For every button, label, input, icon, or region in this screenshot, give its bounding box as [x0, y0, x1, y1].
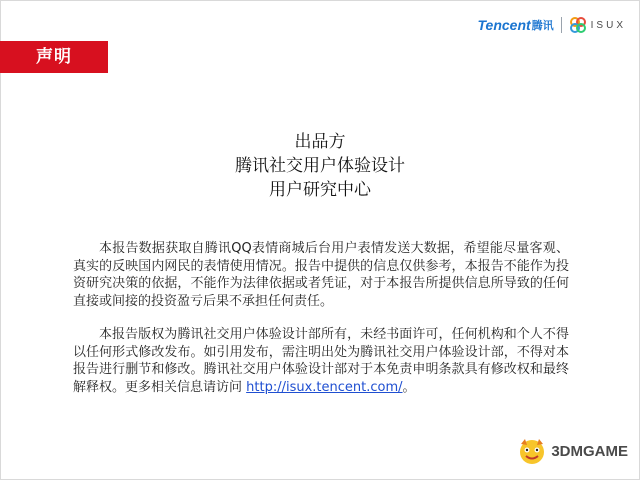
isux-logo-icon [569, 16, 587, 34]
copyright-paragraph [73, 326, 569, 396]
publisher-heading: 出品方 [294, 132, 346, 152]
copyright-text: 本报告版权为腾讯社交用户体验设计部所有，未经书面许可，任何机构和个人不得以任何形式修改发布。如引用发布，需注明出处为腾讯社交用户体验设计部，不得对本报告进行删节和修改。腾讯社交用户体验设计部对于本免责申明条款具有修改权和最终解释权。更多相关信息请访问 [73, 327, 569, 395]
watermark-text: 3DMGAME [551, 442, 628, 460]
disclaimer-paragraph-1: 本报告数据获取自腾讯QQ表情商城后台用户表情发送大数据，希望能尽量客观、真实的反映国内网民的表情使用情况。报告中提供的信息仅供参考，本报告不能作为投资研究决策的依据，不能作为法律依据或者凭证，对于本报告所提供信息所导致的任何直接或间接的投资盈亏后果不承担任何责任。 [73, 241, 569, 309]
watermark [515, 436, 628, 466]
publisher-org: 腾讯社交用户体验设计 [235, 156, 405, 176]
page-title: 声明 [36, 47, 72, 67]
isux-website-link[interactable]: http://isux.tencent.com/ [246, 379, 403, 395]
isux-logo-text: ISUX [590, 19, 626, 31]
logo-divider [561, 17, 562, 33]
copyright-end: 。 [402, 379, 416, 395]
brand-logos [478, 15, 627, 35]
publisher-block [0, 130, 640, 202]
tencent-logo-text: Tencent [477, 17, 531, 33]
3dm-mascot-icon [515, 436, 549, 466]
tencent-logo-cn: 腾讯 [531, 19, 554, 32]
publisher-dept: 用户研究中心 [269, 180, 371, 200]
